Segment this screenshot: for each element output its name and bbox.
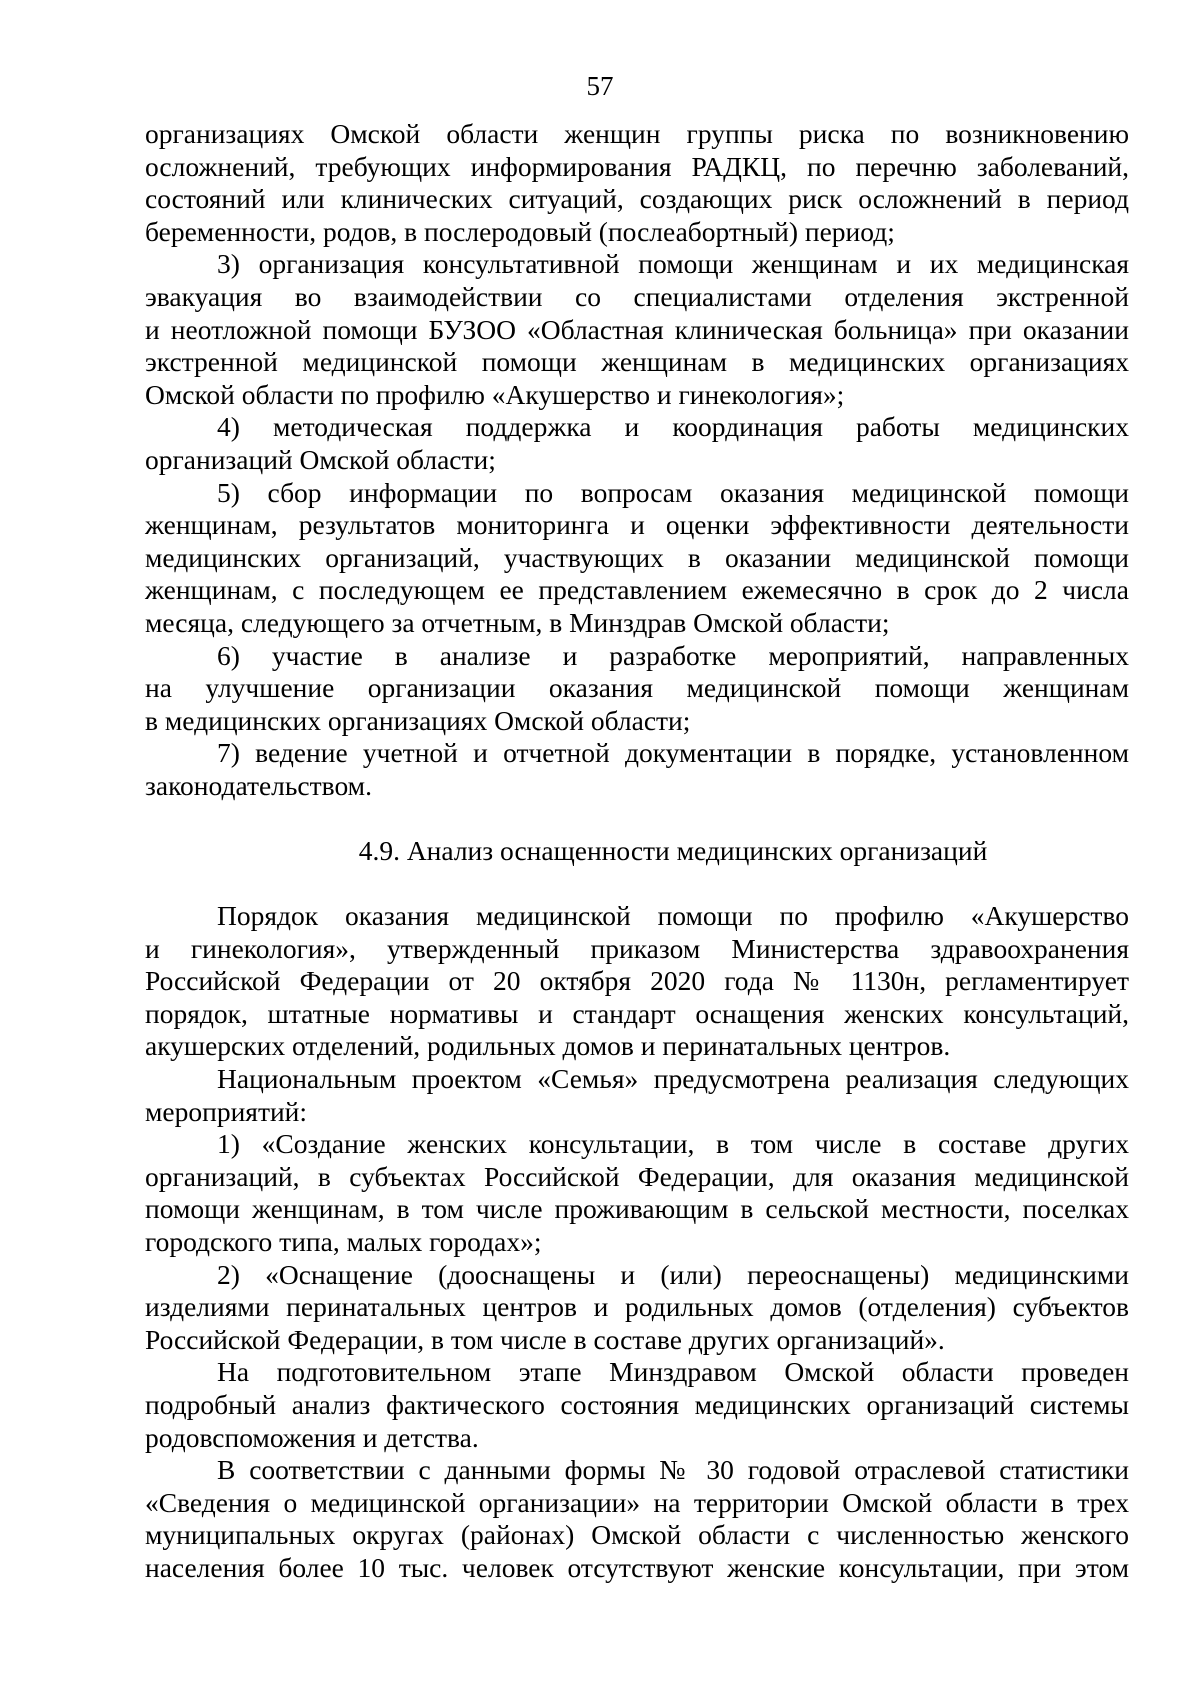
list-item-4 bbox=[145, 411, 1129, 476]
text-line: эвакуация во взаимодействии со специалистами отделения экстренной bbox=[145, 280, 1129, 312]
project-item-2 bbox=[145, 1259, 1129, 1357]
text-line: беременности, родов, в послеродовый (послеабортный) период; bbox=[145, 215, 895, 247]
paragraph-order bbox=[145, 900, 1129, 1063]
text-line: женщинам, результатов мониторинга и оценки эффективности деятельности bbox=[145, 509, 1129, 541]
text-line: организаций Омской области; bbox=[145, 443, 496, 475]
text-line: подробный анализ фактического состояния медицинских организаций системы bbox=[145, 1388, 1129, 1420]
text-line: 7) ведение учетной и отчетной документации в порядке, установленном bbox=[217, 737, 1129, 769]
text-line: Омской области по профилю «Акушерство и гинекология»; bbox=[145, 378, 845, 410]
text-line: Российской Федерации от 20 октября 2020 года № 1130н, регламентирует bbox=[145, 965, 1129, 997]
document-body bbox=[145, 118, 1129, 1585]
text-line: На подготовительном этапе Минздравом Омской области проведен bbox=[217, 1356, 1129, 1388]
text-line: на улучшение организации оказания медицинской помощи женщинам bbox=[145, 672, 1129, 704]
text-line: 5) сбор информации по вопросам оказания медицинской помощи bbox=[217, 476, 1129, 508]
list-item-3 bbox=[145, 248, 1129, 411]
text-line: родовспоможения и детства. bbox=[145, 1421, 479, 1453]
text-line: 4) методическая поддержка и координация работы медицинских bbox=[217, 411, 1129, 443]
paragraph-form-30 bbox=[145, 1454, 1129, 1584]
text-line: организациях Омской области женщин группы риска по возникновению bbox=[145, 118, 1129, 149]
text-line: Российской Федерации, в том числе в составе других организаций». bbox=[145, 1323, 945, 1355]
text-line: осложнений, требующих информирования РАДКЦ, по перечню заболеваний, bbox=[145, 150, 1129, 182]
section-heading: 4.9. Анализ оснащенности медицинских организаций bbox=[358, 835, 988, 867]
text-line: в медицинских организациях Омской области; bbox=[145, 704, 691, 736]
text-line: 2) «Оснащение (дооснащены и (или) переоснащены) медицинскими bbox=[217, 1258, 1129, 1290]
text-line: изделиями перинатальных центров и родильных домов (отделения) субъектов bbox=[145, 1291, 1129, 1323]
project-item-1 bbox=[145, 1128, 1129, 1258]
text-line: 1) «Создание женских консультации, в том числе в составе других bbox=[217, 1128, 1129, 1160]
text-line: женщинам, с последующем ее представлением ежемесячно в срок до 2 числа bbox=[145, 574, 1129, 606]
text-line: состояний или клинических ситуаций, создающих риск осложнений в период bbox=[145, 183, 1129, 215]
list-item-7 bbox=[145, 737, 1129, 802]
paragraph-national-project bbox=[145, 1063, 1129, 1128]
text-line: акушерских отделений, родильных домов и перинатальных центров. bbox=[145, 1030, 951, 1062]
text-line: «Сведения о медицинской организации» на территории Омской области в трех bbox=[145, 1486, 1129, 1518]
text-line: населения более 10 тыс. человек отсутствуют женские консультации, при этом bbox=[145, 1551, 1129, 1583]
text-line: экстренной медицинской помощи женщинам в медицинских организациях bbox=[145, 346, 1129, 378]
text-line: 3) организация консультативной помощи женщинам и их медицинская bbox=[217, 248, 1129, 280]
page-number: 57 bbox=[586, 71, 614, 101]
text-line: медицинских организаций, участвующих в оказании медицинской помощи bbox=[145, 541, 1129, 573]
list-item-5 bbox=[145, 477, 1129, 640]
text-line: В соответствии с данными формы № 30 годовой отраслевой статистики bbox=[217, 1454, 1129, 1486]
text-line: организаций, в субъектах Российской Федерации, для оказания медицинской bbox=[145, 1160, 1129, 1192]
text-line: и гинекология», утвержденный приказом Министерства здравоохранения bbox=[145, 932, 1129, 964]
text-line: и неотложной помощи БУЗОО «Областная клиническая больница» при оказании bbox=[145, 313, 1129, 345]
text-line: месяца, следующего за отчетным, в Минздрав Омской области; bbox=[145, 606, 890, 638]
text-line: законодательством. bbox=[145, 769, 372, 801]
text-line: муниципальных округах (районах) Омской области с численностью женского bbox=[145, 1519, 1129, 1551]
list-item-6 bbox=[145, 640, 1129, 738]
text-line: Порядок оказания медицинской помощи по профилю «Акушерство bbox=[217, 900, 1129, 932]
text-line: порядок, штатные нормативы и стандарт оснащения женских консультаций, bbox=[145, 997, 1129, 1029]
paragraph-continuation bbox=[145, 118, 1129, 248]
paragraph-analysis bbox=[145, 1356, 1129, 1454]
text-line: Национальным проектом «Семья» предусмотрена реализация следующих bbox=[217, 1063, 1129, 1095]
text-line: помощи женщинам, в том числе проживающим в сельской местности, поселках bbox=[145, 1193, 1129, 1225]
text-line: городского типа, малых городах»; bbox=[145, 1226, 542, 1257]
text-line: 6) участие в анализе и разработке мероприятий, направленных bbox=[217, 639, 1129, 671]
text-line: мероприятий: bbox=[145, 1095, 308, 1127]
